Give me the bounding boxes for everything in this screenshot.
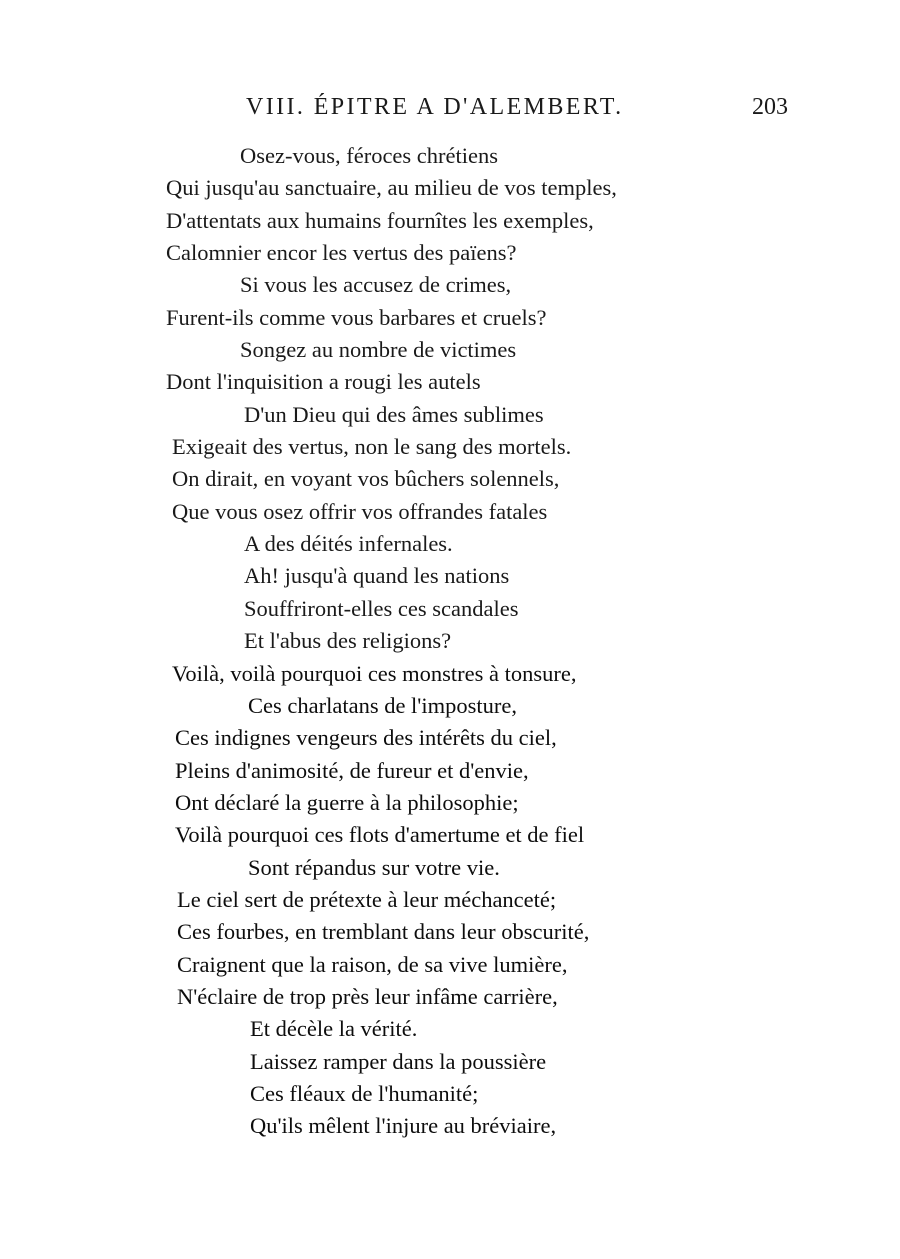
- verse-line: Voilà pourquoi ces flots d'amertume et de fiel: [175, 822, 585, 848]
- verse-line: Ces fourbes, en tremblant dans leur obscurité,: [177, 919, 590, 945]
- verse-line: D'attentats aux humains fournîtes les exemples,: [166, 207, 594, 233]
- verse-line: Souffriront-elles ces scandales: [244, 595, 519, 621]
- verse-line: Sont répandus sur votre vie.: [248, 854, 500, 880]
- verse-line: Ces charlatans de l'imposture,: [248, 692, 517, 718]
- verse-line: Osez-vous, féroces chrétiens: [240, 143, 499, 168]
- verse-line: Songez au nombre de victimes: [240, 337, 517, 363]
- verse-line: On dirait, en voyant vos bûchers solennels,: [172, 466, 560, 492]
- verse-line: D'un Dieu qui des âmes sublimes: [244, 401, 544, 427]
- verse-line: Et l'abus des religions?: [244, 628, 452, 654]
- verse-line: Le ciel sert de prétexte à leur méchanceté;: [177, 886, 557, 912]
- verse-line: Et décèle la vérité.: [250, 1016, 418, 1042]
- verse-line: Ah! jusqu'à quand les nations: [244, 563, 510, 589]
- chapter-title: VIII. ÉPITRE A D'ALEMBERT.: [246, 94, 624, 120]
- verse-line: Qu'ils mêlent l'injure au bréviaire,: [250, 1113, 557, 1139]
- verse-line: Qui jusqu'au sanctuaire, au milieu de vos temples,: [166, 175, 617, 201]
- verse-line: Que vous osez offrir vos offrandes fatales: [172, 498, 548, 524]
- verse-line: Voilà, voilà pourquoi ces monstres à tonsure,: [172, 660, 577, 686]
- verse-line: Si vous les accusez de crimes,: [240, 272, 512, 298]
- verse-line: Ont déclaré la guerre à la philosophie;: [175, 789, 519, 815]
- verse-line: Pleins d'animosité, de fureur et d'envie,: [175, 757, 529, 783]
- page-number: 203: [752, 94, 788, 120]
- verse-line: Furent-ils comme vous barbares et cruels?: [166, 304, 547, 330]
- verse-line: Calomnier encor les vertus des païens?: [166, 240, 517, 266]
- running-head: [0, 94, 900, 130]
- verse-line: Dont l'inquisition a rougi les autels: [166, 369, 481, 395]
- verse-line: N'éclaire de trop près leur infâme carrière,: [177, 983, 558, 1009]
- verse-line: Craignent que la raison, de sa vive lumière,: [177, 951, 568, 977]
- verse-line: Ces fléaux de l'humanité;: [250, 1080, 479, 1106]
- verse-line: A des déités infernales.: [244, 531, 453, 557]
- verse-line: Ces indignes vengeurs des intérêts du ciel,: [175, 725, 557, 751]
- poem: [0, 140, 900, 1143]
- verse-line: Laissez ramper dans la poussière: [250, 1048, 547, 1074]
- verse-line: Exigeait des vertus, non le sang des mortels.: [172, 434, 572, 460]
